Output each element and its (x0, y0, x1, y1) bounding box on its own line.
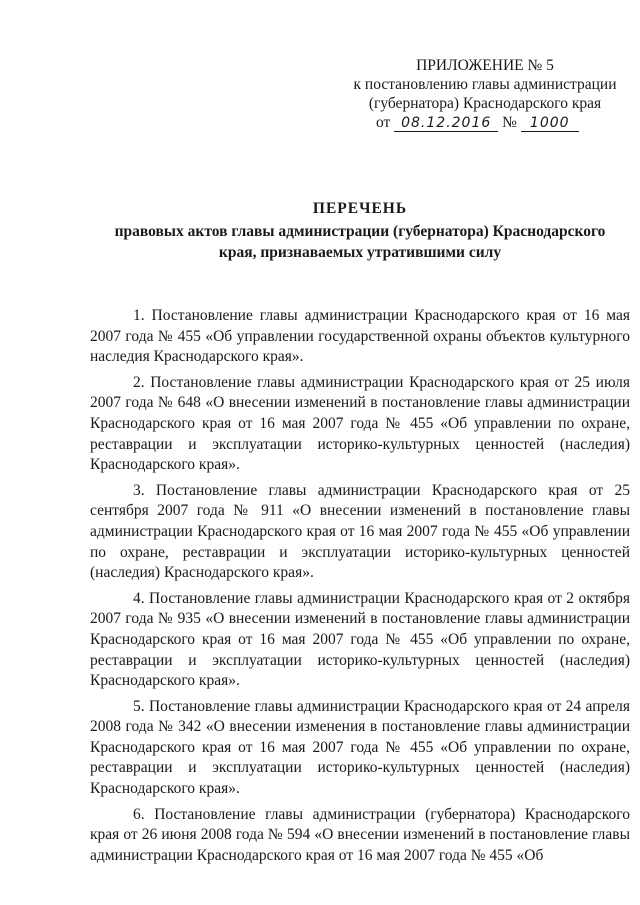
appendix-title: ПРИЛОЖЕНИЕ № 5 (416, 57, 554, 74)
list-item: 4. Постановление главы администрации Краснодарского края от 2 октября 2007 года № 935 «О внесении изменений в постановление главы администрации Краснодарского края от 16 мая 2007 года № 455 «Об управлении по охране, реставрации и эксплуатации историко-культурных ценностей (наследия) Краснодарского края». (90, 589, 630, 690)
heading-line-1: правовых актов главы администрации (губернатора) Краснодарского (114, 223, 606, 240)
handwritten-number: 1000 (521, 116, 579, 132)
list-item: 3. Постановление главы администрации Краснодарского края от 25 сентября 2007 года № 911 «О внесении изменений в постановление главы администрации Краснодарского края от 16 мая 2007 года № 455 «Об управлении по охране, реставрации и эксплуатации историко-культурных ценностей (наследия) Краснодарского края». (90, 481, 630, 582)
heading-line-2: края, признаваемых утратившими силу (218, 244, 502, 261)
handwritten-date: 08.12.2016 (394, 116, 498, 132)
list-item: 1. Постановление главы администрации Краснодарского края от 16 мая 2007 года № 455 «Об управлении государственной охраны объектов культурного наследия Краснодарского края». (90, 307, 630, 366)
list-item: 6. Постановление главы администрации (губернатора) Краснодарского края от 26 июня 2008 года № 594 «О внесении изменений в постановление главы администрации Краснодарского края от 16 мая 2007 года № 455 «Об (90, 805, 630, 864)
heading-title: ПЕРЕЧЕНЬ (312, 200, 408, 217)
appendix-line-1: к постановлению главы администрации (353, 76, 617, 93)
appendix-line-2: (губернатора) Краснодарского края (368, 95, 602, 112)
appendix-date-line (340, 113, 630, 132)
acts-list (90, 306, 630, 871)
date-prefix: от (376, 114, 391, 131)
number-prefix: № (502, 114, 517, 131)
list-item: 5. Постановление главы администрации Краснодарского края от 24 апреля 2008 года № 342 «О внесении изменения в постановление главы администрации Краснодарского края от 16 мая 2007 года № 455 «Об управлении по охране, реставрации и эксплуатации историко-культурных ценностей (наследия) Краснодарского края». (90, 697, 630, 798)
appendix-block (340, 56, 630, 132)
list-item: 2. Постановление главы администрации Краснодарского края от 25 июля 2007 года № 648 «О внесении изменений в постановление главы администрации Краснодарского края от 16 мая 2007 года № 455 «Об управлении по охране, реставрации и эксплуатации историко-культурных ценностей (наследия) Краснодарского края». (90, 373, 630, 474)
list-heading (90, 198, 630, 263)
